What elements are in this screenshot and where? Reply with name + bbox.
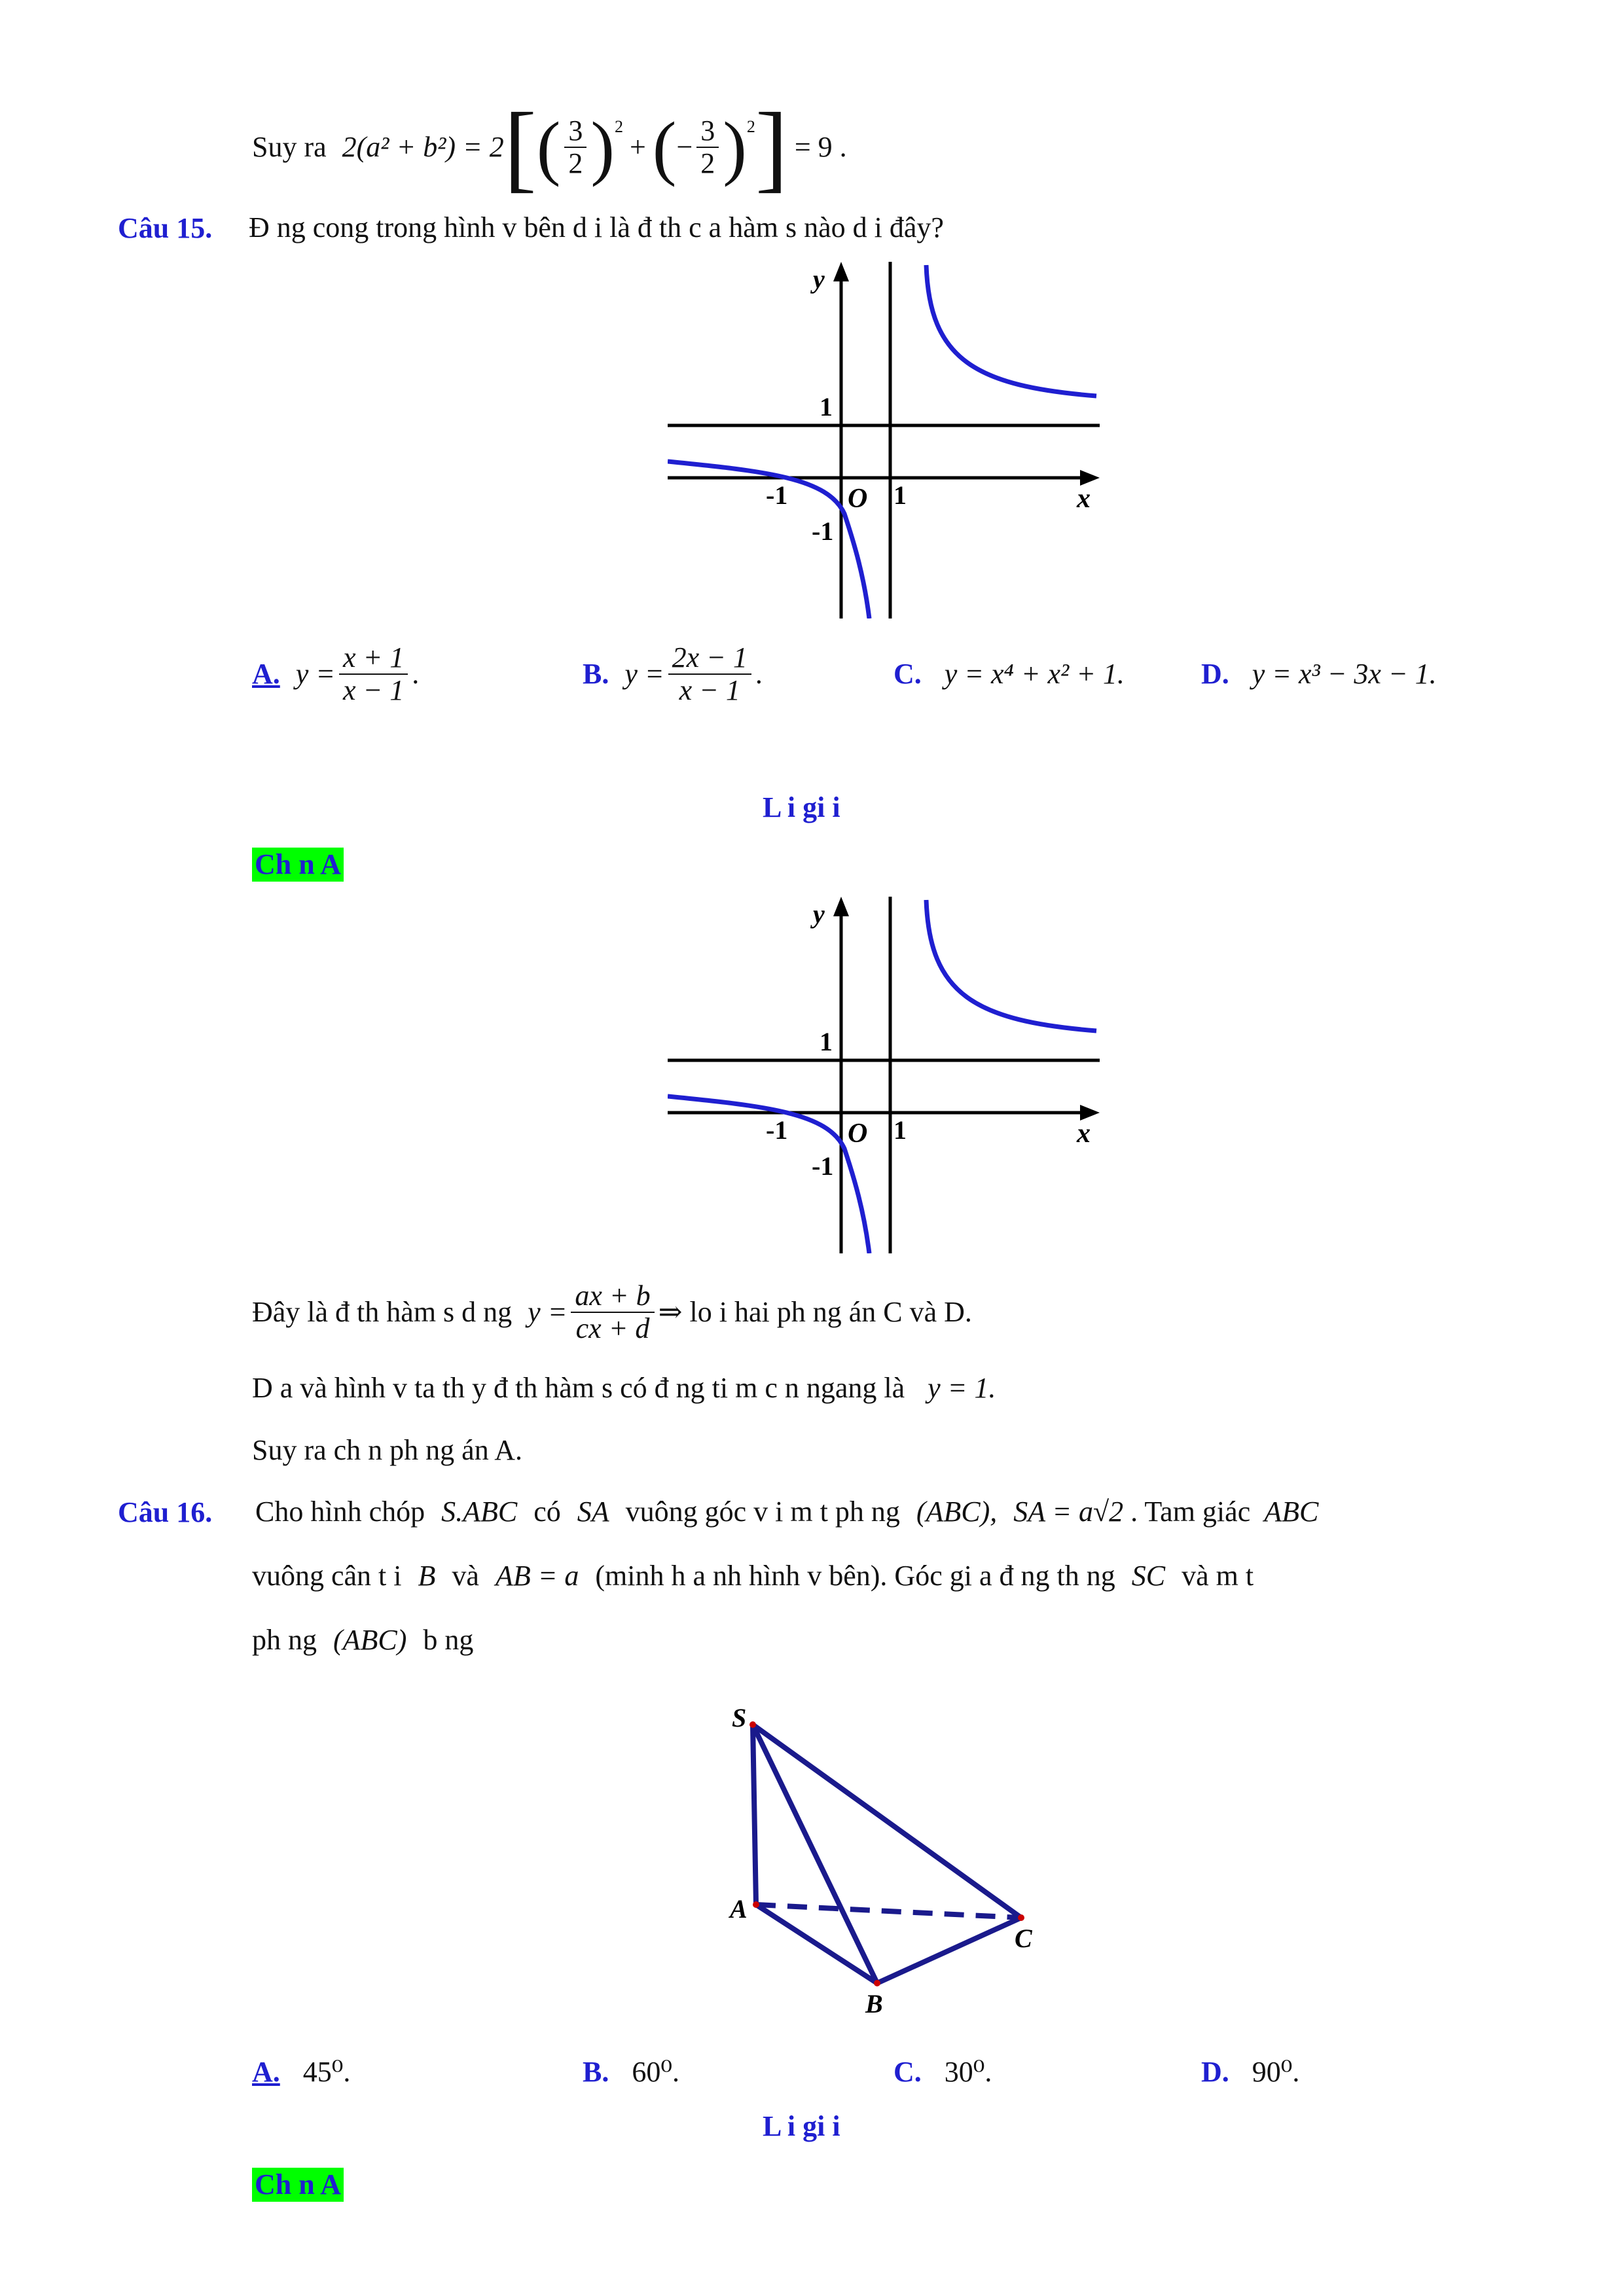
suy-ra-prefix: Suy ra: [252, 131, 327, 163]
origin-label: O: [848, 484, 868, 514]
graph-y-axis: [833, 897, 849, 1253]
y-axis-label: y: [813, 264, 825, 294]
fraction-3-2-a: $\frac{3}{2}$: [564, 115, 586, 179]
question-16-line-2: vuông cân t i B và AB = a (minh h a nh hình v bên). Góc gi a đ ng th ng SC và m t: [252, 1560, 1254, 1592]
question-16-line-1: Cho hình chóp S.ABC có SA vuông góc v i m t ph ng (ABC), SA = a√2 . Tam giác ABC: [255, 1496, 1319, 1528]
option-b-letter: B.: [583, 658, 609, 690]
q15-solution-line-1: Đây là đ th hàm s d ng y = $\frac{ax + b}{cx + d}$ ⇒ lo i hai ph ng án C và D.: [252, 1280, 972, 1344]
q16-choose-answer: Ch n A: [252, 2168, 344, 2202]
right-branch: [926, 900, 1096, 1031]
right-branch: [926, 265, 1096, 396]
q16-option-c[interactable]: C. 30⁰.: [893, 2056, 992, 2088]
q15-option-c[interactable]: [893, 657, 1125, 691]
option-b-lhs: y =: [624, 658, 664, 690]
q16-option-d[interactable]: D. 90⁰.: [1201, 2056, 1300, 2088]
q15-solution-line-2: D a và hình v ta th y đ th hàm s có đ ng ti m c n ngang là y = 1.: [252, 1372, 996, 1404]
origin-label: O: [848, 1119, 868, 1149]
option-c-text: y = x⁴ + x² + 1.: [944, 658, 1125, 690]
tick-y-pos: 1: [820, 392, 833, 422]
suy-ra-line: Suy ra 2(a² + b²) = 2 [ ( $\frac{3}{2}$ ) $^2$ + ( − $\frac{3}{2}$ ) $^2$ ] = 9 .: [252, 93, 847, 202]
tick-y-neg: -1: [812, 1151, 834, 1181]
vertex-a-label: A: [730, 1894, 748, 1924]
tick-x-neg: -1: [766, 1115, 788, 1145]
question-16-label: Câu 16.: [118, 1496, 213, 1528]
option-a-fraction: $\frac{x + 1}{x - 1}$: [339, 642, 408, 706]
option-a-lhs: y =: [295, 658, 336, 690]
q15-option-b[interactable]: B. y = $\frac{2x - 1}{x - 1}$ .: [583, 641, 763, 706]
paren-open-2: (: [652, 107, 677, 187]
graph-x-axis: [668, 1105, 1100, 1121]
pyramid-figure: [713, 1695, 1080, 2016]
edge-bc: [877, 1918, 1021, 1983]
option-d-text: y = x³ − 3x − 1.: [1252, 658, 1437, 690]
plus-sign: +: [629, 131, 646, 163]
question-15-text: Đ ng cong trong hình v bên d i là đ th c a hàm s nào d i đây?: [249, 211, 944, 243]
fraction-3-2-b: $\frac{3}{2}$: [696, 115, 719, 179]
suy-ra-result: = 9 .: [794, 131, 847, 163]
question-15-label: Câu 15.: [118, 212, 213, 244]
minus-sign: −: [676, 131, 693, 163]
bracket-open: [: [503, 93, 537, 202]
graph-x-axis: [668, 470, 1100, 486]
x-axis-label: x: [1077, 484, 1091, 514]
graph-y-axis: [833, 262, 849, 619]
edge-sc: [753, 1725, 1021, 1918]
paren-close-1: ): [590, 107, 615, 187]
vertex-c-label: C: [1015, 1924, 1032, 1953]
q16-solution-title: L i gi i: [763, 2110, 840, 2142]
vertex-b-label: B: [865, 1989, 883, 2016]
paren-open-1: (: [536, 107, 561, 187]
option-b-fraction: $\frac{2x - 1}{x - 1}$: [668, 642, 751, 706]
q15-solution-line-3: Suy ra ch n ph ng án A.: [252, 1434, 523, 1466]
question-16-line-3: ph ng (ABC) b ng: [252, 1624, 474, 1656]
bracket-close: ]: [755, 93, 788, 202]
tick-y-pos: 1: [820, 1027, 833, 1056]
sol-fraction: $\frac{ax + b}{cx + d}$: [571, 1280, 654, 1344]
tick-y-neg: -1: [812, 516, 834, 546]
q16-option-b[interactable]: B. 60⁰.: [583, 2056, 679, 2088]
q16-option-a[interactable]: A. 45⁰.: [252, 2056, 351, 2088]
tick-x-neg: -1: [766, 480, 788, 510]
option-a-letter: A.: [252, 658, 280, 690]
q15-option-d[interactable]: [1201, 657, 1437, 691]
x-axis-label: x: [1077, 1119, 1091, 1149]
tick-x-pos: 1: [893, 1115, 907, 1145]
y-axis-label: y: [813, 899, 825, 929]
q15-solution-title: L i gi i: [763, 791, 840, 823]
edge-sa: [753, 1725, 756, 1905]
vertex-s-label: S: [732, 1703, 747, 1732]
paren-close-2: ): [723, 107, 747, 187]
question-15-graph: [668, 262, 1100, 619]
suy-ra-lhs: 2(a² + b²) = 2: [342, 131, 504, 163]
solution-graph: [668, 897, 1100, 1253]
q15-option-a[interactable]: A. y = $\frac{x + 1}{x - 1}$ .: [252, 641, 420, 706]
q15-choose-answer: Ch n A: [252, 848, 344, 882]
option-c-letter: C.: [893, 658, 922, 690]
edge-ac-hidden: [756, 1905, 1021, 1918]
tick-x-pos: 1: [893, 480, 907, 510]
option-d-letter: D.: [1201, 658, 1229, 690]
